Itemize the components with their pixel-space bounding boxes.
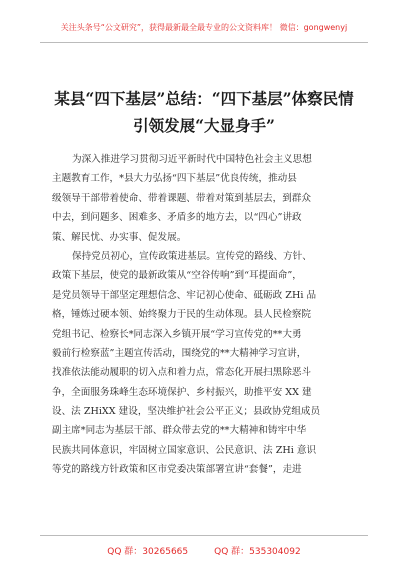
footer-qq-group-2: QQ 群：535304092 — [214, 547, 301, 557]
title-line-2: 引领发展“大显身手” — [133, 116, 275, 135]
footer-divider — [40, 535, 368, 536]
body-line: 设、法 ZHiXX 建设，坚决维护社会公平正义；县政协党组成员 — [52, 406, 321, 418]
body-line: 副主席*同志为基层干部、群众带去党的**大精神和铸牢中华 — [52, 425, 307, 437]
header-divider — [40, 42, 368, 43]
body-line: 为深入推进学习贯彻习近平新时代中国特色社会主义思想 — [72, 154, 312, 165]
document-body — [52, 150, 362, 480]
title-line-1: 某县“四下基层”总结：“四下基层”体察民情 — [54, 89, 354, 108]
body-line: 找准依法能动履职的切入点和着力点，常态化开展扫黑除恶斗 — [52, 367, 312, 379]
footer-contact — [40, 544, 368, 557]
body-line: 等党的路线方针政策和区市党委决策部署宣讲“套餐”，走进 — [52, 464, 302, 476]
body-line: 争，全面服务珠峰生态环境保护、乡村振兴，助推平安 XX 建 — [52, 386, 312, 398]
body-line: 中去，到问题多、困难多、矛盾多的地方去，以“四心”讲政 — [52, 212, 302, 224]
body-line: 政策下基层，使党的最新政策从“空谷传响”到“耳提面命”， — [52, 270, 302, 282]
body-line: 级领导干部带着使命、带着课题、带着对策到基层去，到群众 — [52, 192, 312, 204]
body-line: 毅前行检察蓝”主题宣传活动，围绕党的**大精神学习宣讲， — [52, 347, 307, 359]
body-line: 是党员领导干部坚定理想信念、牢记初心使命、砥砺政 ZHi 品 — [52, 289, 317, 301]
document-title — [40, 85, 368, 139]
body-line: 党组书记、检察长*同志深入乡镇开展“学习宣传党的**大勇 — [52, 328, 302, 340]
body-line: 策、解民忧、办实事、促发展。 — [52, 231, 187, 243]
body-line: 保持党员初心，宣传政策进基层。宣传党的路线、方针、 — [72, 250, 312, 262]
footer-qq-group-1: QQ 群：30265665 — [107, 547, 189, 557]
body-line: 格，锤炼过硬本领、始终聚力于民的生动体现。县人民检察院 — [52, 309, 312, 321]
header-banner: 关注头条号“公文研究”，获得最新最全最专业的公文资料库！ 微信：gongwenyj — [60, 23, 348, 32]
body-line: 主题教育工作，*县大力弘扬“四下基层”优良传统，推动县 — [52, 173, 297, 185]
body-line: 民族共同体意识，牢固树立国家意识、公民意识、法 ZHi 意识 — [52, 444, 317, 456]
